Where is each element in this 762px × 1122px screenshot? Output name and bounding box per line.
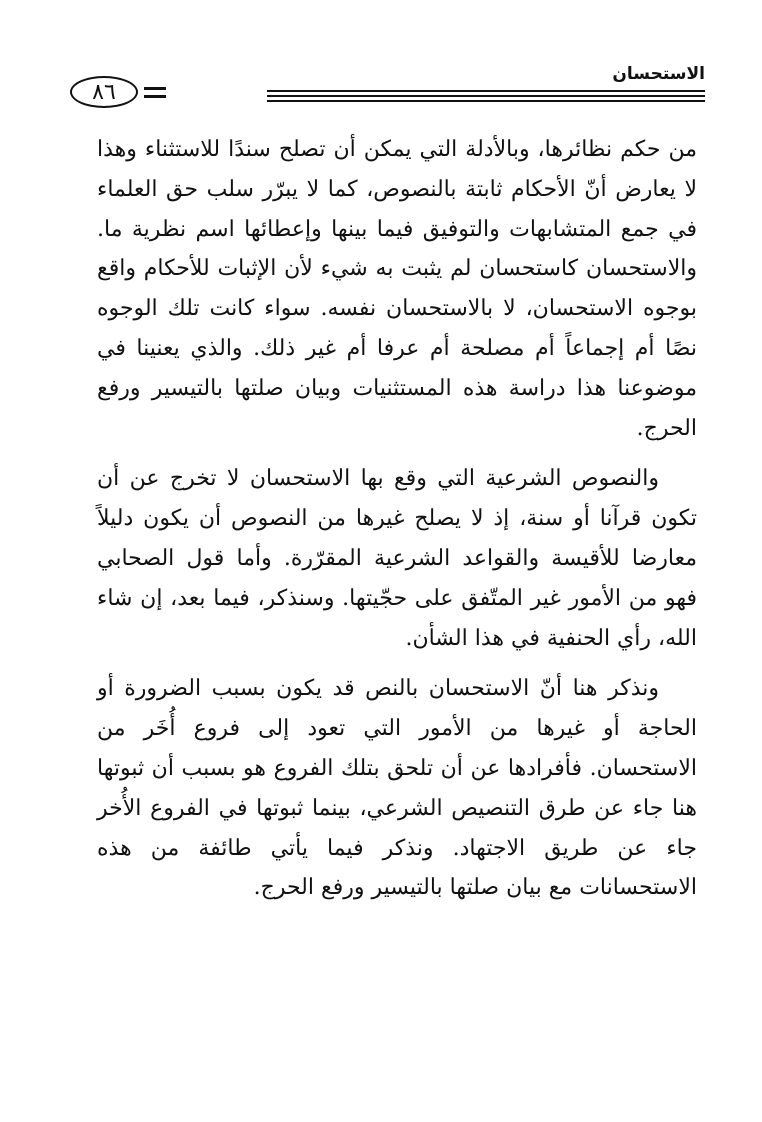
paragraph-1: من حكم نظائرها، وبالأدلة التي يمكن أن تصلح سندًا للاستثناء وهذا لا يعارض أنّ الأحكام ثابتة بالنصوص، كما لا يبرّر سلب حق العلماء في جمع المتشابهات والتوفيق فيما بينها وإعطائها اسم نظرية ما. والاستحسان كاستحسان لم يثبت به شيء لأن الإثبات للأحكام واقع بوجوه الاستحسان، لا بالاستحسان نفسه. سواء كانت تلك الوجوه نصًا أم إجماعاً أم مصلحة أم عرفا أم غير ذلك. والذي يعنينا في موضوعنا هذا دراسة هذه المستثنيات وبيان صلتها بالتيسير ورفع الحرج. <box>97 137 697 441</box>
ornament-dash <box>144 87 166 90</box>
page-number: ٨٦ <box>70 76 138 108</box>
header-rule <box>267 95 705 97</box>
paragraph-2: والنصوص الشرعية التي وقع بها الاستحسان لا تخرج عن أن تكون قرآنا أو سنة، إذ لا يصلح غيرها من النصوص أن يكون دليلاً معارضا للأقيسة والقواعد الشرعية المقرّرة. وأما قول الصحابي فهو من الأمور غير المتّفق على حجّيتها. وسنذكر، فيما بعد، إن شاء الله، رأي الحنفية في هذا الشأن. <box>97 466 697 651</box>
page-number-ornament <box>60 76 192 110</box>
body-text <box>97 130 697 908</box>
header-rule <box>267 90 705 92</box>
header-rule <box>267 100 705 102</box>
running-title: الاستحسان <box>612 64 705 84</box>
ornament-dash <box>144 95 166 98</box>
paragraph-3: ونذكر هنا أنّ الاستحسان بالنص قد يكون بسبب الضرورة أو الحاجة أو غيرها من الأمور التي تعود إلى فروع أُخَر من الاستحسان. فأفرادها عن أن تلحق بتلك الفروع هو بسبب أن ثبوتها هنا جاء عن طرق التنصيص الشرعي، بينما ثبوتها في الفروع الأُخر جاء عن طريق الاجتهاد. ونذكر فيما يأتي طائفة من هذه الاستحسانات مع بيان صلتها بالتيسير ورفع الحرج. <box>97 676 697 901</box>
page-header <box>60 62 705 110</box>
